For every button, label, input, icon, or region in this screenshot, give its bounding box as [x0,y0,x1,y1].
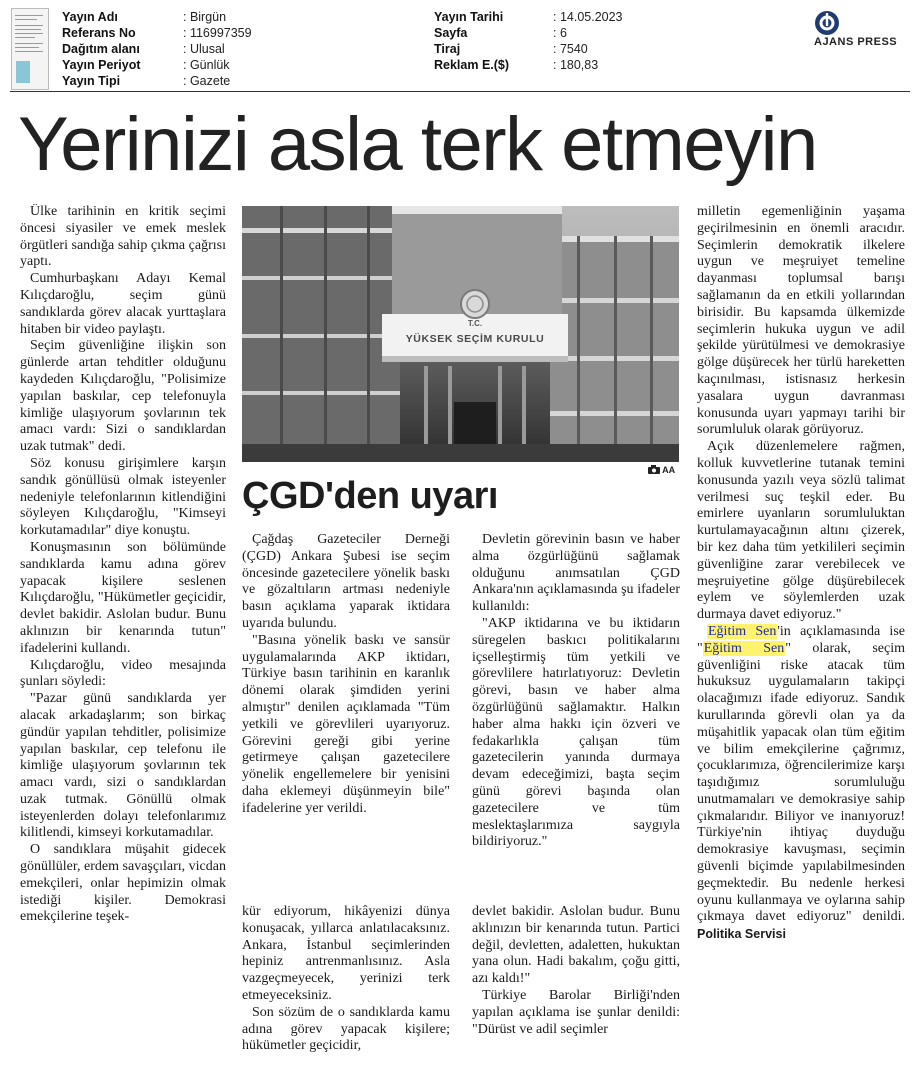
paragraph: Türkiye Barolar Birliği'nden yapılan açıklama ise şunlar denildi: "Dürüst ve adil seçimler [472,987,680,1037]
meta-value: : 6 [553,26,567,40]
meta-value: : 14.05.2023 [553,10,623,24]
paragraph: Söz konusu girişimlere karşın sandık gönüllüsü olmak isteyenler nedeniyle telefonlarının kitlendiğini söyleyen Kılıçdaroğlu, "Kimseyi korkutamadılar" diye konuştu. [20,455,226,539]
highlight-egitim-sen: Eğitim Sen [708,623,777,639]
page-thumbnail[interactable] [11,8,49,90]
logo-text: AJANS PRESS [814,36,898,48]
sign-tc: T.C. [467,319,483,328]
paragraph: Cumhurbaşkanı Adayı Kemal Kılıçdaroğlu, seçim günü sandıklarda görev alacak yurttaşlara hitaben bir video paylaştı. [20,271,226,337]
paragraph: Son sözüm de o sandıklarda kamu adına görev yapacak kişilere; hükümetler geçicidir, [242,1004,450,1054]
meta-label: Dağıtım alanı [62,42,140,56]
paragraph: devlet bakidir. Aslolan budur. Bunu aklınızın bir kenarında tutun. Partici değil, devletten, adaletten, hukuktan yana olun. Hadi bakalım, çoğu gitti, azı kaldı!" [472,904,680,987]
ysk-building-photo [242,206,679,462]
paragraph-egitim-sen [697,624,905,944]
paragraph: Kılıçdaroğlu, video mesajında şunları söyledi: [20,657,226,690]
ajans-press-logo [814,10,908,50]
meta-value: : Gazete [183,74,231,88]
article-headline: Yerinizi asla terk etmeyin [18,102,817,187]
meta-label: Sayfa [434,26,468,40]
paragraph: Seçim güvenliğine ilişkin son günlerde artan tehditler olduğunu kaydeden Kılıçdaroğlu, "Polisimize yapılan baskılar, cep telefonuyla kimliğe ulaşıyorum şovlarının tek amacı vardı: Sizi o sandıklardan uzak tutmak" dedi. [20,338,226,455]
paragraph: "Pazar günü sandıklarda yer alacak arkadaşlarım; son birkaç gündür yapılan tehditler, polisimize yapılan baskılar, cep telefonu ile kimliğe ulaşıyorum şovlarının tek amacı vardı, sizi o sandıklardan uzak tutmak. Gönüllü olmak isteyenlerden dolayı telefonlarımız kilitlendi, kimseyi korkutamadılar. [20,691,226,841]
meta-label: Reklam E.($) [434,58,510,72]
photo-credit [648,465,675,475]
article-column-2-lower [242,904,450,1066]
meta-value: : Günlük [183,58,230,72]
article-column-1 [20,204,226,1066]
paragraph: milletin egemenliğinin yaşama geçirilmesinin en önemli aracıdır. Seçimlerin demokratik ilkelere uygun ve meşruiyet temeline dayanması toplumsal barışı sağlamanın da en etkili yollarından birisidir. Bu kapsamda ülkemizde seçimlerin hukuka uygun ve adil şekilde yürütülmesi ve demokrasiye gölge düşürecek her türlü hareketten kaçınılması, istisnasız herkesin yasalara uygun davranması konusunda uyarı yapmayı tarihi bir sorumluluk olarak görüyoruz. [697,204,905,438]
paragraph: Devletin görevinin basın ve haber alma özgürlüğünü sağlamak olduğunu anımsatılan ÇGD Ankara'nın açıklamasında şu ifadeler kullanıldı: [472,532,680,615]
article-byline: Politika Servisi [697,927,786,942]
meta-left [62,9,252,89]
meta-value: : Birgün [183,10,227,24]
meta-value: : 180,83 [553,58,599,72]
highlight-egitim-sen: Eğitim Sen [703,640,785,656]
meta-label: Yayın Tarihi [434,10,504,24]
meta-label: Yayın Tipi [62,74,121,88]
article-column-2-upper [242,532,450,870]
thumbnail-highlight [16,61,30,83]
text-run: 'in açıklamasında ise " [697,623,905,656]
paragraph: kür ediyorum, hikâyenizi dünya konuşacak, yıllarca anlatılacaksınız. Ankara, İstanbul seçimlerinden hepiniz antrenmanlısınız. Asla vazgeçmeyecek, yerinizi terk etmeyeceksiniz. [242,904,450,1003]
article-column-3-upper [472,532,680,870]
meta-label: Yayın Periyot [62,58,141,72]
paragraph: Ülke tarihinin en kritik seçimi öncesi siyasiler ve emek meslek örgütleri sandığa sahip çıkma çağrısı yaptı. [20,204,226,270]
meta-label: Yayın Adı [62,10,118,24]
paragraph: "Basına yönelik baskı ve sansür uygulamalarında AKP iktidarı, Türkiye basın tarihinin en karanlık dönemi olarak şimdiden yerini almıştır" denilen açıklamada "Tüm yetkili ve görevlileri uyarıyoruz. Görevini gereği gibi yerine getirmeye çalışan gazetecilere yönelik engellemelere bir yenisini daha eklemeyi düşünmeyin bile" ifadelerine yer verildi. [242,632,450,816]
meta-value: : 116997359 [183,26,252,40]
camera-icon [648,465,660,474]
paragraph: Açık düzenlemelere rağmen, kolluk kuvvetlerine tutanak temini konusunda yazılı veya sözlü talimat verilmesi suç teşkil eder. Bu emirlere uyanların sorumluluktan kurtulamayacağının altını çizerek, bir kez daha tüm yetkilileri seçimin güvenliğine zarar verebilecek ve meşruiyetine gölge düşürebilecek eylem ve söylemlerden uzak durmaya davet ediyoruz." [697,439,905,623]
meta-value: : 7540 [553,42,588,56]
ajans-press-logo-icon [814,10,840,36]
sign-ysk: YÜKSEK SEÇİM KURULU [405,333,545,345]
article-column-4 [697,204,905,1066]
meta-label: Tiraj [434,42,461,56]
meta-right [434,9,623,73]
meta-label: Referans No [62,26,136,40]
meta-value: : Ulusal [183,42,225,56]
paragraph: Çağdaş Gazeteciler Derneği (ÇGD) Ankara Şubesi ise seçim öncesinde gazetecilere yönelik baskı ve gözaltıların artması nedeniyle basın açıklama yaparak iktidara uyarıda bulundu. [242,532,450,631]
text-run: " olarak, seçim güvenliğini riske atacak tüm hukuksuz uygulamaların takipçi olacağımızı ifade ediyoruz. Sandık kurullarında görevli olan ya da müşahitlik yapacak olan tüm eğitim ve bilim emekçilerine çağrımız, çocuklarımıza, öğrencilerimize karşı taşıdığımız sorumluluğu unutmamaları ve demokrasiye sahip çıkmalarıdır. Biliyor ve inanıyoruz! Türkiye'nin ihtiyaç duyduğu demokrasiye kavuşması, seçimin güvenli biçimde yapılabilmesinden geçmektedir. Bu nedenle herkesi oyunu kullanmaya ve oylarına sahip çıkmaya davet ediyoruz" denildi. [697,640,905,925]
paragraph: Konuşmasının son bölümünde sandıklarda kamu adına görev yapacak kişilere seslenen Kılıçdaroğlu, "Hükümetler geçicidir, devlet bakidir. Aslolan budur. Bunu aklınızın bir kenarında tutun" ifadelerini kullandı. [20,539,226,656]
photo-credit-text: AA [662,465,676,475]
paragraph: "AKP iktidarına ve bu iktidarın süregelen baskıcı politikalarını içselleştirmiş tüm yetkili ve görevlilere hatırlatıyoruz: Devletin görevi, basın ve haber alma özgürlüğünü sağlamaktır. Halkın haber alma hakkı için özveri ve fedakarlıkla çalışan tüm gazetecilerin yanında durmaya devam edeceğimizi, başta seçim günü görevi başında olan gazetecilere ve tüm meslektaşlarımıza saygıyla bildiriyoruz." [472,615,680,850]
clipping-header [0,0,920,92]
header-rule [10,91,910,92]
article-column-3-lower [472,904,680,1066]
article-subhead: ÇGD'den uyarı [242,475,498,517]
paragraph: O sandıklara müşahit gidecek gönüllüler, erdem savaşçıları, vicdan emekçileri, onlar hepimizin olmak istediği kişiler. Demokrasi emekçilerine teşek- [20,842,226,925]
